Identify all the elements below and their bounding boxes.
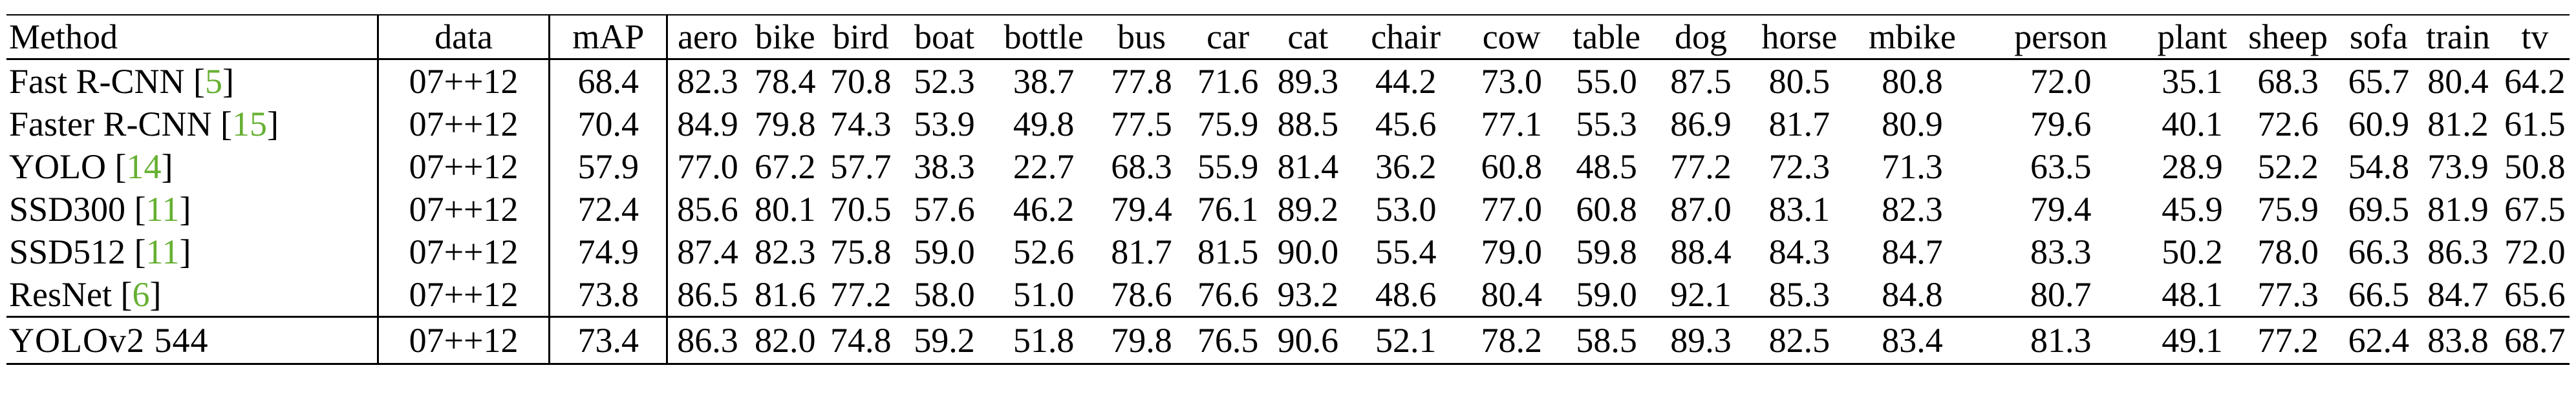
ap-cell: 79.8 (754, 105, 816, 143)
ap-cell: 75.9 (1197, 105, 1259, 143)
ap-cell: 72.6 (2257, 105, 2319, 143)
results-body (6, 59, 2570, 364)
method-cell: SSD512 [11] (9, 232, 191, 271)
ap-cell: 65.6 (2504, 275, 2566, 314)
ap-cell: 79.4 (2030, 190, 2092, 229)
ap-cell: 81.6 (754, 275, 816, 314)
map-cell: 74.9 (550, 231, 667, 273)
ap-cell: 88.4 (1670, 232, 1732, 271)
data-cell: 07++12 (378, 59, 549, 103)
data-cell: 07++12 (378, 145, 549, 188)
header-class: chair (1371, 17, 1441, 56)
data-cell: 07++12 (378, 231, 549, 273)
citation-link[interactable]: 6 (132, 275, 150, 314)
ap-cell: 63.5 (2030, 147, 2092, 186)
ap-cell: 81.4 (1277, 147, 1339, 186)
ap-cell: 44.2 (1375, 62, 1437, 101)
ap-cell: 45.9 (2162, 190, 2223, 229)
header-class: aero (667, 15, 747, 59)
header-method: Method (9, 17, 118, 56)
header-class: boat (914, 17, 975, 56)
header-class: bike (755, 17, 815, 56)
ap-cell: 73.9 (2427, 147, 2489, 186)
ap-cell: 80.8 (1882, 62, 1943, 101)
ap-cell: 48.6 (1375, 275, 1437, 314)
ap-cell: 78.6 (1111, 275, 1172, 314)
ap-cell: 81.3 (2030, 321, 2092, 360)
ap-cell: 49.1 (2162, 321, 2223, 360)
table-row (6, 188, 2570, 231)
header-class: mbike (1868, 17, 1956, 56)
ap-cell: 69.5 (2348, 190, 2410, 229)
ap-cell: 80.9 (1882, 105, 1943, 143)
header-class: bus (1117, 17, 1166, 56)
ap-cell: 85.3 (1768, 275, 1830, 314)
method-cell: ResNet [6] (9, 275, 162, 314)
ap-cell: 59.0 (1576, 275, 1637, 314)
ap-cell: 82.0 (754, 321, 816, 360)
table-row (6, 59, 2570, 103)
header-class: bottle (1004, 17, 1084, 56)
table-row (6, 103, 2570, 145)
ap-cell: 76.6 (1197, 275, 1259, 314)
ap-cell: 87.5 (1670, 62, 1732, 101)
citation-link[interactable]: 11 (145, 232, 180, 271)
ap-cell: 67.5 (2504, 190, 2566, 229)
header-class: car (1207, 17, 1250, 56)
citation-link[interactable]: 5 (205, 62, 223, 101)
ap-cell: 66.3 (2348, 232, 2410, 271)
ap-cell: 90.0 (1277, 232, 1339, 271)
citation-link[interactable]: 15 (231, 105, 267, 143)
ap-cell: 77.8 (1111, 62, 1172, 101)
map-cell: 73.8 (550, 273, 667, 317)
ap-cell: 84.9 (667, 103, 747, 145)
header-class: train (2426, 17, 2490, 56)
map-cell: 68.4 (550, 59, 667, 103)
header-class: horse (1761, 17, 1838, 56)
ap-cell: 45.6 (1375, 105, 1437, 143)
ap-cell: 71.6 (1197, 62, 1259, 101)
ap-cell: 83.4 (1882, 321, 1943, 360)
ap-cell: 83.1 (1768, 190, 1830, 229)
ap-cell: 87.4 (667, 231, 747, 273)
ap-cell: 83.3 (2030, 232, 2092, 271)
ap-cell: 75.8 (830, 232, 892, 271)
ap-cell: 92.1 (1670, 275, 1732, 314)
ap-cell: 38.7 (1013, 62, 1075, 101)
ap-cell: 82.3 (754, 232, 816, 271)
data-cell: 07++12 (378, 317, 549, 364)
ap-cell: 55.4 (1375, 232, 1437, 271)
map-cell: 70.4 (550, 103, 667, 145)
header-class: tv (2521, 17, 2549, 56)
ap-cell: 73.0 (1481, 62, 1542, 101)
ap-cell: 86.3 (2427, 232, 2489, 271)
ap-cell: 86.5 (667, 273, 747, 317)
ap-cell: 88.5 (1277, 105, 1339, 143)
method-name: Faster R-CNN (9, 105, 212, 143)
map-cell: 57.9 (550, 145, 667, 188)
ap-cell: 59.0 (914, 232, 975, 271)
ap-cell: 75.9 (2257, 190, 2319, 229)
method-name: YOLO (9, 147, 106, 186)
ap-cell: 60.8 (1481, 147, 1542, 186)
ap-cell: 81.9 (2427, 190, 2489, 229)
ap-cell: 57.6 (914, 190, 975, 229)
ap-cell: 64.2 (2504, 62, 2566, 101)
ap-cell: 89.3 (1277, 62, 1339, 101)
ap-cell: 85.6 (667, 188, 747, 231)
table-row (6, 273, 2570, 317)
citation-link[interactable]: 14 (126, 147, 162, 186)
ap-cell: 58.5 (1576, 321, 1637, 360)
ap-cell: 52.3 (914, 62, 975, 101)
ap-cell: 36.2 (1375, 147, 1437, 186)
ap-cell: 77.2 (2257, 321, 2319, 360)
ap-cell: 58.0 (914, 275, 975, 314)
ap-cell: 86.9 (1670, 105, 1732, 143)
ap-cell: 65.7 (2348, 62, 2410, 101)
ap-cell: 40.1 (2162, 105, 2223, 143)
map-cell: 73.4 (550, 317, 667, 364)
ap-cell: 72.0 (2504, 232, 2566, 271)
ap-cell: 93.2 (1277, 275, 1339, 314)
ap-cell: 22.7 (1013, 147, 1075, 186)
ap-cell: 59.8 (1576, 232, 1637, 271)
ap-cell: 50.2 (2162, 232, 2223, 271)
ap-cell: 79.8 (1111, 321, 1172, 360)
data-cell: 07++12 (378, 188, 549, 231)
header-data: data (378, 15, 549, 59)
ap-cell: 51.0 (1013, 275, 1075, 314)
ap-cell: 35.1 (2162, 62, 2223, 101)
ap-cell: 81.7 (1768, 105, 1830, 143)
ap-cell: 71.3 (1882, 147, 1943, 186)
ap-cell: 80.4 (1481, 275, 1542, 314)
header-class: cat (1287, 17, 1329, 56)
ap-cell: 82.3 (667, 59, 747, 103)
method-name: SSD300 (9, 190, 126, 229)
ap-cell: 78.2 (1481, 321, 1542, 360)
ap-cell: 77.0 (667, 145, 747, 188)
map-cell: 72.4 (550, 188, 667, 231)
ap-cell: 78.4 (754, 62, 816, 101)
method-cell: Faster R-CNN [15] (9, 105, 279, 143)
ap-cell: 55.0 (1576, 62, 1637, 101)
data-cell: 07++12 (378, 103, 549, 145)
ap-cell: 80.5 (1768, 62, 1830, 101)
ap-cell: 79.0 (1481, 232, 1542, 271)
header-class: table (1572, 17, 1641, 56)
ap-cell: 57.7 (830, 147, 892, 186)
header-class: cow (1482, 17, 1541, 56)
ap-cell: 79.4 (1111, 190, 1172, 229)
data-cell: 07++12 (378, 273, 549, 317)
ap-cell: 68.3 (2257, 62, 2319, 101)
citation-link[interactable]: 11 (145, 190, 180, 229)
method-cell: YOLO [14] (9, 147, 173, 186)
ap-cell: 68.3 (1111, 147, 1172, 186)
header-class: plant (2157, 17, 2227, 56)
ap-cell: 76.1 (1197, 190, 1259, 229)
header-class: person (2014, 17, 2108, 56)
method-cell: Fast R-CNN [5] (9, 62, 234, 101)
header-row (6, 15, 2570, 59)
ap-cell: 52.6 (1013, 232, 1075, 271)
ap-cell: 89.2 (1277, 190, 1339, 229)
ap-cell: 86.3 (667, 317, 747, 364)
results-table (6, 14, 2570, 365)
header-class: sofa (2349, 17, 2408, 56)
ap-cell: 77.2 (830, 275, 892, 314)
header-map: mAP (550, 15, 667, 59)
ap-cell: 90.6 (1277, 321, 1339, 360)
ap-cell: 60.8 (1576, 190, 1637, 229)
ap-cell: 67.2 (754, 147, 816, 186)
ap-cell: 48.1 (2162, 275, 2223, 314)
ap-cell: 81.5 (1197, 232, 1259, 271)
ap-cell: 81.2 (2427, 105, 2489, 143)
ap-cell: 55.3 (1576, 105, 1637, 143)
method-name: SSD512 (9, 232, 126, 271)
ap-cell: 77.0 (1481, 190, 1542, 229)
table-row-yolov2 (6, 317, 2570, 364)
ap-cell: 48.5 (1576, 147, 1637, 186)
ap-cell: 46.2 (1013, 190, 1075, 229)
ap-cell: 62.4 (2348, 321, 2410, 360)
ap-cell: 59.2 (914, 321, 975, 360)
ap-cell: 51.8 (1013, 321, 1075, 360)
ap-cell: 77.2 (1670, 147, 1732, 186)
ap-cell: 80.7 (2030, 275, 2092, 314)
ap-cell: 49.8 (1013, 105, 1075, 143)
method-cell: SSD300 [11] (9, 190, 191, 229)
ap-cell: 74.3 (830, 105, 892, 143)
ap-cell: 87.0 (1670, 190, 1732, 229)
ap-cell: 74.8 (830, 321, 892, 360)
ap-cell: 81.7 (1111, 232, 1172, 271)
ap-cell: 70.5 (830, 190, 892, 229)
ap-cell: 38.3 (914, 147, 975, 186)
ap-cell: 61.5 (2504, 105, 2566, 143)
table-row (6, 231, 2570, 273)
ap-cell: 77.5 (1111, 105, 1172, 143)
ap-cell: 50.8 (2504, 147, 2566, 186)
ap-cell: 53.9 (914, 105, 975, 143)
ap-cell: 66.5 (2348, 275, 2410, 314)
ap-cell: 72.0 (2030, 62, 2092, 101)
ap-cell: 84.7 (2427, 275, 2489, 314)
header-class: bird (832, 17, 889, 56)
method-cell: YOLOv2 544 (9, 321, 209, 360)
ap-cell: 68.7 (2504, 321, 2566, 360)
ap-cell: 70.8 (830, 62, 892, 101)
ap-cell: 55.9 (1197, 147, 1259, 186)
ap-cell: 28.9 (2162, 147, 2223, 186)
ap-cell: 82.3 (1882, 190, 1943, 229)
ap-cell: 83.8 (2427, 321, 2489, 360)
ap-cell: 53.0 (1375, 190, 1437, 229)
header-class: sheep (2248, 17, 2328, 56)
ap-cell: 78.0 (2257, 232, 2319, 271)
table-row (6, 145, 2570, 188)
ap-cell: 77.1 (1481, 105, 1542, 143)
ap-cell: 52.2 (2257, 147, 2319, 186)
ap-cell: 89.3 (1670, 321, 1732, 360)
ap-cell: 72.3 (1768, 147, 1830, 186)
ap-cell: 80.4 (2427, 62, 2489, 101)
ap-cell: 84.7 (1882, 232, 1943, 271)
ap-cell: 54.8 (2348, 147, 2410, 186)
ap-cell: 77.3 (2257, 275, 2319, 314)
ap-cell: 79.6 (2030, 105, 2092, 143)
header-class: dog (1674, 17, 1727, 56)
ap-cell: 60.9 (2348, 105, 2410, 143)
ap-cell: 84.3 (1768, 232, 1830, 271)
ap-cell: 80.1 (754, 190, 816, 229)
ap-cell: 76.5 (1197, 321, 1259, 360)
ap-cell: 52.1 (1375, 321, 1437, 360)
method-name: ResNet (9, 275, 112, 314)
method-name: Fast R-CNN (9, 62, 185, 101)
ap-cell: 82.5 (1768, 321, 1830, 360)
ap-cell: 84.8 (1882, 275, 1943, 314)
